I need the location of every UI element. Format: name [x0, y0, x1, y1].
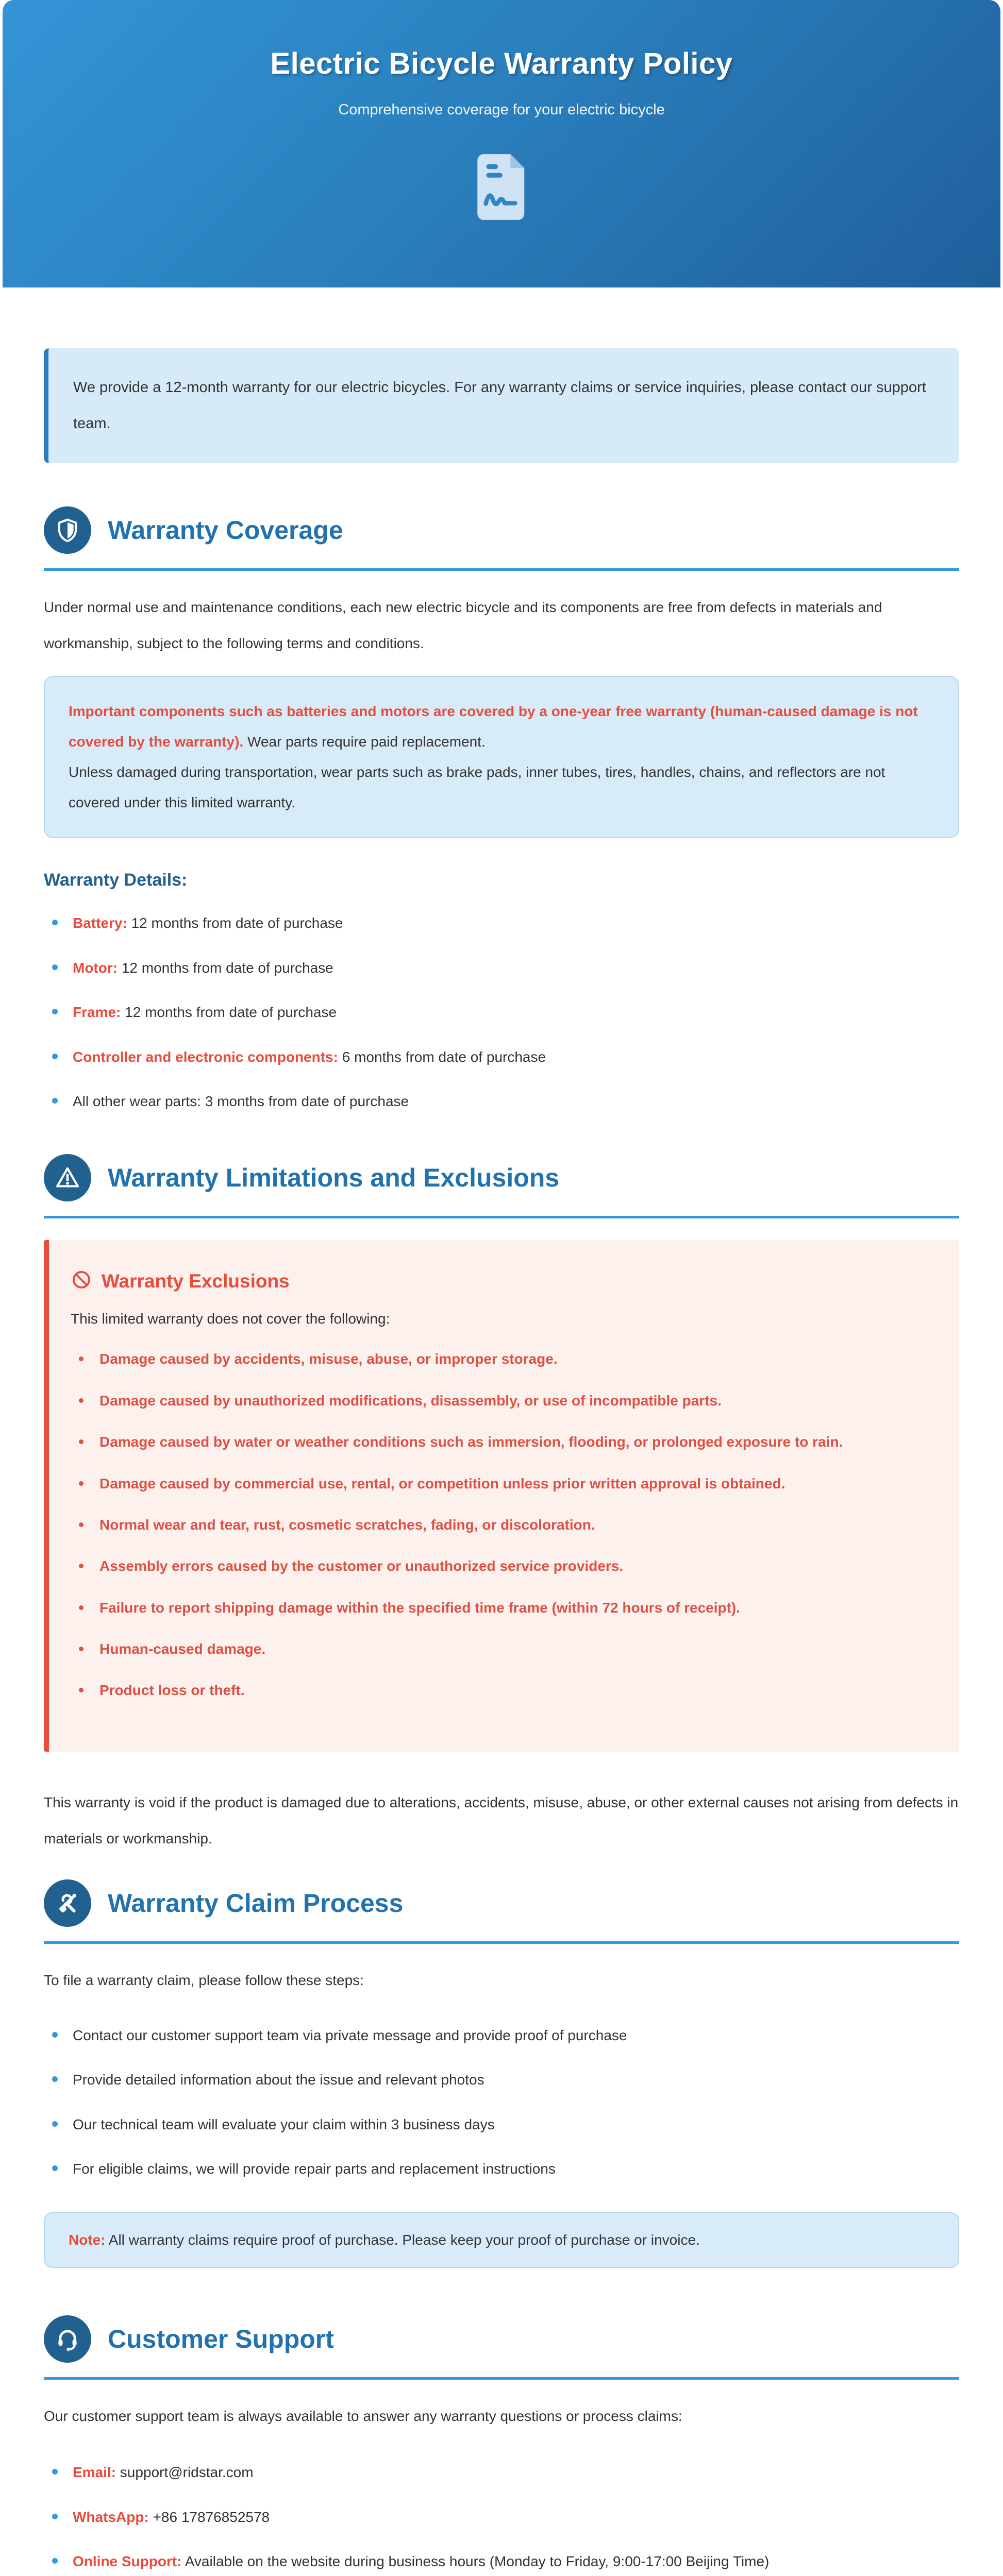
detail-text: 12 months from date of purchase: [118, 959, 333, 976]
section-title-coverage: Warranty Coverage: [108, 516, 343, 545]
detail-text: 6 months from date of purchase: [338, 1048, 546, 1065]
support-channel-item: [52, 2508, 959, 2527]
note-label: Note:: [69, 2232, 106, 2248]
exclusions-intro: This limited warranty does not cover the following:: [71, 1311, 390, 1327]
exclusion-item: Human-caused damage.: [79, 1640, 933, 1658]
claim-steps-list: [44, 2026, 959, 2179]
detail-text: All other wear parts: 3 months from date of purchase: [73, 1093, 409, 1109]
warranty-detail-item: [52, 1048, 959, 1066]
claim-step-item: Provide detailed information about the issue and relevant photos: [52, 2071, 959, 2089]
detail-label: Frame:: [73, 1004, 121, 1021]
intro-callout: [44, 348, 959, 463]
support-channels-list: [44, 2463, 959, 2571]
detail-label: Controller and electronic components:: [73, 1048, 338, 1065]
highlight-normal-text: Wear parts require paid replacement.: [243, 733, 486, 750]
section-header-coverage: [44, 506, 959, 554]
exclusions-list: [71, 1350, 933, 1700]
highlight-second-line: Unless damaged during transportation, wear parts such as brake pads, inner tubes, tires, handles, chains, and reflectors are not covered under this limited warranty.: [69, 764, 885, 810]
warranty-policy-page: [3, 0, 1000, 2576]
warranty-void-paragraph: This warranty is void if the product is damaged due to alterations, accidents, misuse, abuse, or other external causes not arising from defects in materials or workmanship.: [44, 1794, 959, 1846]
section-title-support: Customer Support: [108, 2325, 334, 2354]
page-subtitle: Comprehensive coverage for your electric bicycle: [338, 101, 665, 118]
channel-label: Online Support:: [73, 2553, 182, 2570]
exclusion-item: Assembly errors caused by the customer or unauthorized service providers.: [79, 1557, 933, 1575]
main-content: [3, 287, 1000, 2576]
section-header-support: [44, 2315, 959, 2363]
claims-note-box: [44, 2212, 959, 2268]
tools-icon: [44, 1879, 91, 1927]
detail-text: 12 months from date of purchase: [127, 915, 343, 931]
section-title-limitations: Warranty Limitations and Exclusions: [108, 1163, 560, 1193]
claim-step-item: Contact our customer support team via private message and provide proof of purchase: [52, 2026, 959, 2045]
support-channel-item: [52, 2552, 959, 2571]
channel-text: support@ridstar.com: [116, 2464, 254, 2481]
page-header: [3, 0, 1000, 287]
exclusion-item: Normal wear and tear, rust, cosmetic scratches, fading, or discoloration.: [79, 1516, 933, 1534]
section-title-claims: Warranty Claim Process: [108, 1888, 404, 1918]
warranty-detail-item: [52, 959, 959, 977]
warranty-exclusions-box: [44, 1240, 959, 1752]
coverage-highlight-box: [44, 676, 959, 838]
channel-label: WhatsApp:: [73, 2509, 149, 2525]
coverage-intro-paragraph: Under normal use and maintenance conditions, each new electric bicycle and its components are free from defects in materials and workmanship, subject to the following terms and conditions.: [44, 599, 882, 652]
claim-step-item: For eligible claims, we will provide repair parts and replacement instructions: [52, 2160, 959, 2178]
exclusion-item: Product loss or theft.: [79, 1681, 933, 1700]
exclusion-item: Damage caused by water or weather conditions such as immersion, flooding, or prolonged exposure to rain.: [79, 1433, 933, 1451]
exclusions-title: Warranty Exclusions: [102, 1270, 290, 1292]
prohibited-icon: [71, 1269, 92, 1293]
headset-icon: [44, 2315, 91, 2363]
channel-text: +86 17876852578: [148, 2509, 270, 2525]
section-header-limitations: [44, 1154, 959, 1201]
exclusion-item: Failure to report shipping damage within the specified time frame (within 72 hours of receipt).: [79, 1599, 933, 1617]
exclusion-item: Damage caused by unauthorized modifications, disassembly, or use of incompatible parts.: [79, 1392, 933, 1410]
warranty-detail-item: [52, 1092, 959, 1111]
warranty-detail-item: [52, 914, 959, 933]
document-contract-icon: [3, 148, 1000, 228]
support-intro-paragraph: Our customer support team is always available to answer any warranty questions or process claims:: [44, 2408, 682, 2425]
detail-text: 12 months from date of purchase: [121, 1004, 337, 1021]
exclusion-item: Damage caused by accidents, misuse, abuse, or improper storage.: [79, 1350, 933, 1368]
support-channel-item: [52, 2463, 959, 2482]
section-divider: [44, 568, 959, 571]
section-divider: [44, 1216, 959, 1218]
channel-text: Available on the website during business hours (Monday to Friday, 9:00-17:00 Beijing Time): [181, 2553, 770, 2570]
claim-step-item: Our technical team will evaluate your claim within 3 business days: [52, 2115, 959, 2134]
section-divider: [44, 1941, 959, 1944]
shield-icon: [44, 506, 91, 554]
warranty-details-list: [44, 914, 959, 1111]
warranty-detail-item: [52, 1003, 959, 1022]
exclusions-heading-row: [71, 1269, 933, 1293]
warranty-details-heading: Warranty Details:: [44, 870, 188, 890]
note-text: All warranty claims require proof of purchase. Please keep your proof of purchase or invoice.: [105, 2232, 700, 2248]
channel-label: Email:: [73, 2464, 116, 2481]
section-divider: [44, 2377, 959, 2380]
intro-text: We provide a 12-month warranty for our electric bicycles. For any warranty claims or service inquiries, please contact our support team.: [73, 379, 926, 432]
page-title: Electric Bicycle Warranty Policy: [270, 47, 733, 80]
warning-triangle-icon: [44, 1154, 91, 1201]
detail-label: Motor:: [73, 959, 118, 976]
section-header-claims: [44, 1879, 959, 1927]
detail-label: Battery:: [73, 915, 127, 931]
claims-intro-paragraph: To file a warranty claim, please follow these steps:: [44, 1972, 364, 1988]
highlight-red-text: Important components such as batteries and motors are covered by a one-year free warranty (human-caused damage is not covered by the warranty).: [69, 703, 918, 750]
exclusion-item: Damage caused by commercial use, rental, or competition unless prior written approval is obtained.: [79, 1475, 933, 1493]
